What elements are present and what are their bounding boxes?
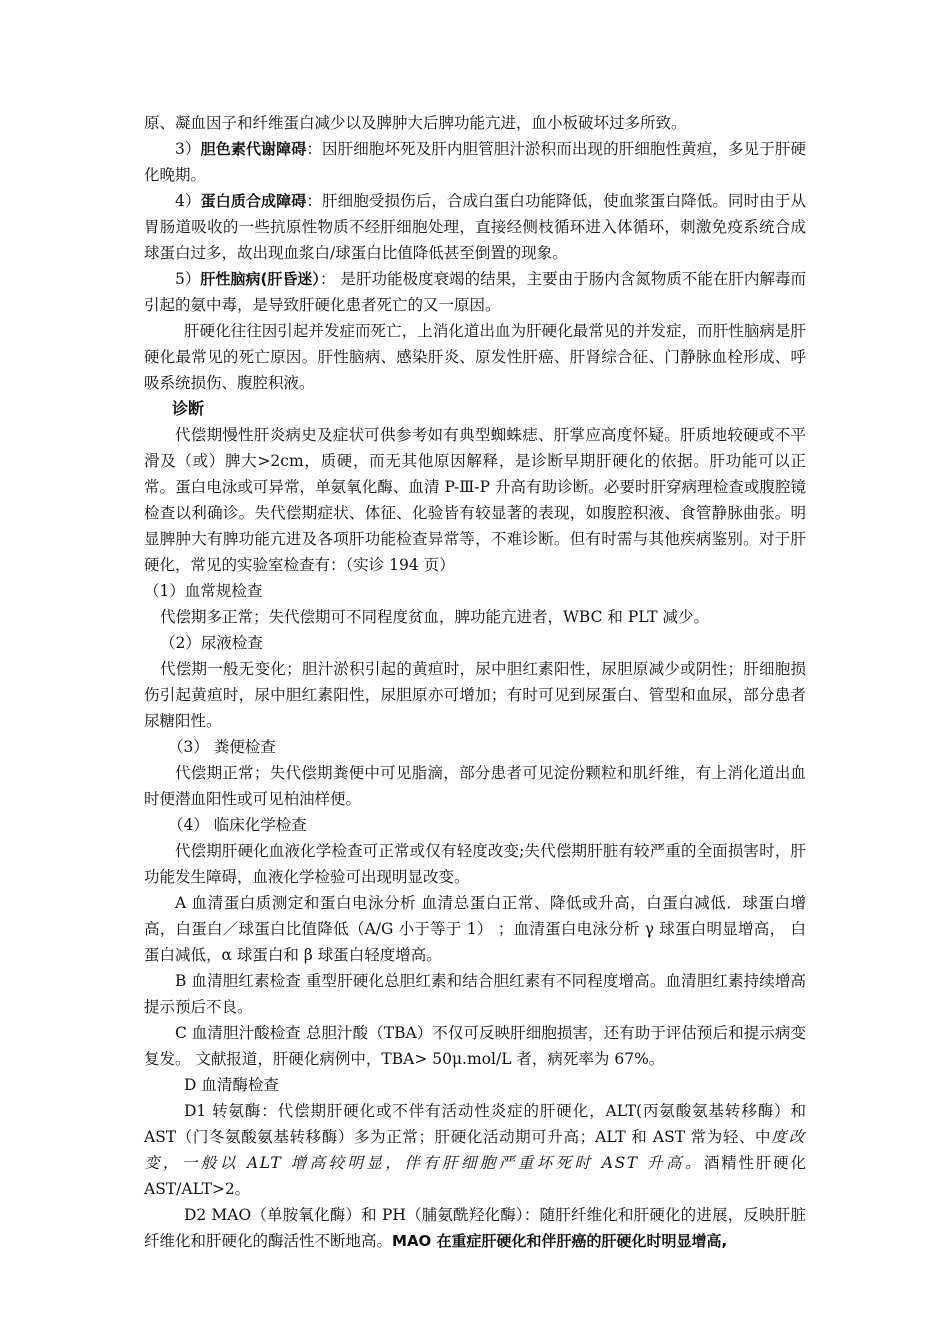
subsection-title-stool: （3） 粪便检查 (168, 738, 276, 756)
paragraph-urine: 代偿期一般无变化；胆汁淤积引起的黄疸时，尿中胆红素阳性，尿胆原减少或阴性；肝细胞损伤引起黄疸时，尿中胆红素阳性，尿胆原亦可增加；有时可见到尿蛋白、管型和血尿，部分患者尿糖阳性。 (144, 660, 806, 730)
mao-text: D2 MAO（单胺氧化酶）和 PH（脯氨酰羟化酶）：随肝纤维化和肝硬化的进展，反映肝脏纤维化和肝硬化的酶活性不断地高。 (144, 1206, 806, 1250)
item-text: ： 是肝功能极度衰竭的结果，主要由于肠内含氮物质不能在肝内解毒而引起的氨中毒，是导致肝硬化患者死亡的又一原因。 (144, 270, 806, 314)
paragraph-serum-protein: A 血清蛋白质测定和蛋白电泳分析 血清总蛋白正常、降低或升高，白蛋白减低．球蛋白增高，白蛋白／球蛋白比值降低（A/G 小于等于 1） ；血清蛋白电泳分析 γ 球蛋白明显增高， 白蛋白减低，α 球蛋白和 β 球蛋白轻度增高。 (144, 894, 806, 964)
paragraph-complications: 肝硬化往往因引起并发症而死亡，上消化道出血为肝硬化最常见的并发症，而肝性脑病是肝硬化最常见的死亡原因。肝性脑病、感染肝炎、原发性肝癌、肝肾综合征、门静脉血栓形成、呼吸系统损伤、腹腔积液。 (144, 322, 806, 392)
transaminase-text: D1 转氨酶：代偿期肝硬化或不伴有活动性炎症的肝硬化，ALT(丙氨酸氨基转移酶）和 AST（门冬氨酸氨基转移酶）多为正常；肝硬化活动期可升高；ALT 和 AST 常为轻、中 (144, 1102, 806, 1146)
paragraph-diagnosis: 代偿期慢性肝炎病史及症状可供参考如有典型蜘蛛痣、肝掌应高度怀疑。肝质地较硬或不平滑及（或）脾大>2cm，质硬，而无其他原因解释，是诊断早期肝硬化的依据。肝功能可以正常。蛋白电泳或可异常，单氨氧化酶、血清 P-Ⅲ-P 升高有助诊断。必要时肝穿病理检查或腹腔镜检查以利确诊。失代偿期症状、体征、化验皆有较显著的表现，如腹腔积液、食管静脉曲张。明显脾肿大有脾功能亢进及各项肝功能检查异常等，不难诊断。但有时需与其他疾病鉴别。对于肝硬化，常见的实验室检查有：（实诊 194 页） (144, 426, 806, 574)
paragraph-mao-ph (144, 1202, 806, 1254)
paragraph-hepatic-encephalopathy (144, 266, 806, 318)
paragraph-platelet: 原、凝血因子和纤维蛋白减少以及脾肿大后脾功能亢进，血小板破坏过多所致。 (144, 114, 687, 132)
paragraph-transaminase (144, 1098, 806, 1202)
term-protein: 蛋白质合成障碍 (200, 192, 307, 210)
transaminase-text-italic: 度改变，一般以 ALT 增高较明显，伴有肝细胞严重坏死时 AST 升高。 (144, 1128, 806, 1172)
term-encephalopathy: 肝性脑病(肝昏迷） (200, 270, 320, 288)
document-body (144, 110, 806, 1254)
paragraph-serum-bilirubin: B 血清胆红素检查 重型肝硬化总胆红素和结合胆红素有不同程度增高。血清胆红素持续增高提示预后不良。 (144, 972, 806, 1016)
item-number: 4） (175, 192, 201, 210)
term-bilirubin: 胆色素代谢障碍 (200, 140, 307, 158)
item-text: ：因肝细胞坏死及肝内胆管胆汁淤积而出现的肝细胞性黄疸，多见于肝硬化晚期。 (144, 140, 806, 184)
paragraph-protein-synthesis (144, 188, 806, 266)
item-number: 3） (175, 140, 201, 158)
mao-bold-text: MAO 在重症肝硬化和伴肝癌的肝硬化时明显增高, (392, 1232, 728, 1250)
item-text: ：肝细胞受损伤后，合成白蛋白功能降低，使血浆蛋白降低。同时由于从胃肠道吸收的一些抗原性物质不经肝细胞处理，直接经侧枝循环进入体循环，刺激免疫系统合成球蛋白过多，故出现血浆白/球蛋白比值降低甚至倒置的现象。 (144, 192, 806, 262)
subsection-title-urine: （2）尿液检查 (160, 634, 263, 652)
subsection-title-chemistry: （4） 临床化学检查 (168, 816, 307, 834)
item-number: 5） (175, 270, 201, 288)
paragraph-bile-acid: C 血清胆汁酸检查 总胆汁酸（TBA）不仅可反映肝细胞损害，还有助于评估预后和提示病变复发。 文献报道，肝硬化病例中，TBA> 50μ.mol/L 者，病死率为 67%。 (144, 1024, 806, 1068)
subsection-title-enzymes: D 血清酶检查 (184, 1076, 279, 1094)
subsection-title-blood: （1）血常规检查 (144, 582, 263, 600)
section-heading-diagnosis: 诊断 (172, 399, 205, 418)
transaminase-ratio: 酒精性肝硬化 AST/ALT>2。 (144, 1154, 806, 1198)
paragraph-blood-routine: 代偿期多正常；失代偿期可不同程度贫血，脾功能亢进者，WBC 和 PLT 减少。 (160, 608, 710, 626)
paragraph-stool: 代偿期正常；失代偿期粪便中可见脂滴，部分患者可见淀份颗粒和肌纤维，有上消化道出血时便潜血阳性或可见柏油样便。 (144, 764, 806, 808)
paragraph-chemistry: 代偿期肝硬化血液化学检查可正常或仅有轻度改变;失代偿期肝脏有较严重的全面损害时，肝功能发生障碍，血液化学检验可出现明显改变。 (144, 842, 806, 886)
paragraph-bilirubin-metabolism (144, 136, 806, 188)
